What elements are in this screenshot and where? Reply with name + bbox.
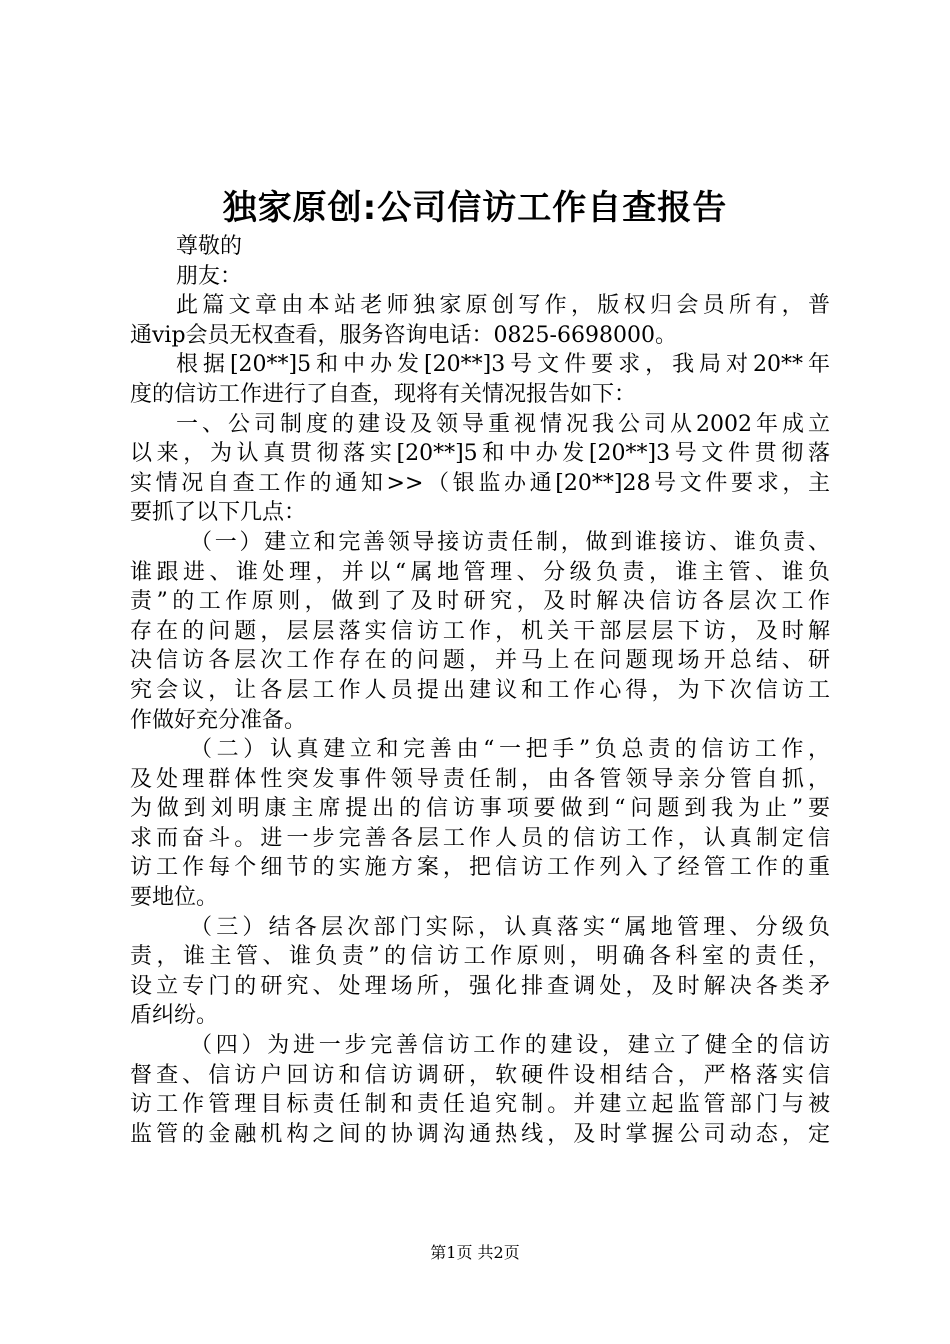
text-line: 此篇文章由本站老师独家原创写作，版权归会员所有，普 [176,293,830,319]
text-line: 责，谁主管、谁负责”的信访工作原则，明确各科室的责任， [130,944,830,970]
text-line: 一、公司制度的建设及领导重视情况我公司从2002年成立 [176,411,830,437]
text-line: 监管的金融机构之间的协调沟通热线，及时掌握公司动态，定 [130,1121,830,1147]
text-line: 访工作管理目标责任制和责任追究制。并建立起监管部门与被 [130,1092,830,1118]
text-line: 存在的问题，层层落实信访工作，机关干部层层下访，及时解 [130,618,830,644]
text-line: 谁跟进、谁处理，并以“属地管理、分级负责，谁主管、谁负 [130,559,830,585]
document-body [130,232,830,1149]
text-line: 督查、信访户回访和信访调研，软硬件设相结合，严格落实信 [130,1062,830,1088]
text-line: 尊敬的 [176,234,243,259]
text-line: 实情况自查工作的通知>>（银监办通[20**]28号文件要求，主 [130,470,830,496]
document-title: 独家原创:公司信访工作自查报告 [222,188,728,228]
text-line: 访工作每个细节的实施方案，把信访工作列入了经管工作的重 [130,855,830,881]
text-line: 及处理群体性突发事件领导责任制，由各管领导亲分管自抓， [130,766,830,792]
page-footer: 第1页 共2页 [430,1243,520,1262]
text-line: 为做到刘明康主席提出的信访事项要做到“问题到我为止”要 [130,796,830,822]
text-line: 决信访各层次工作存在的问题，并马上在问题现场开总结、研 [130,648,830,674]
text-line: （四）为进一步完善信访工作的建设，建立了健全的信访 [190,1033,830,1059]
text-line: 求而奋斗。进一步完善各层工作人员的信访工作，认真制定信 [130,825,830,851]
text-line: 朋友： [176,263,243,289]
text-line: 度的信访工作进行了自查，现将有关情况报告如下： [130,381,637,407]
text-line: （三）结各层次部门实际，认真落实“属地管理、分级负 [190,914,830,940]
text-line: 究会议，让各层工作人员提出建议和工作心得，为下次信访工 [130,677,830,703]
text-line: 盾纠纷。 [130,1003,219,1029]
text-line: 设立专门的研究、处理场所，强化排查调处，及时解决各类矛 [130,973,830,999]
text-line: （二）认真建立和完善由“一把手”负总责的信访工作， [190,737,830,763]
text-line: 要抓了以下几点： [130,500,307,526]
text-line: 责”的工作原则，做到了及时研究，及时解决信访各层次工作 [130,589,830,615]
text-line: 要地位。 [130,885,219,911]
text-line: 根据[20**]5和中办发[20**]3号文件要求，我局对20**年 [176,352,830,378]
text-line: 通vip会员无权查看，服务咨询电话：0825-6698000。 [130,322,677,348]
text-line: 以来，为认真贯彻落实[20**]5和中办发[20**]3号文件贯彻落 [130,441,830,467]
text-line: （一）建立和完善领导接访责任制，做到谁接访、谁负责、 [190,529,830,555]
text-line: 作做好充分准备。 [130,707,307,733]
